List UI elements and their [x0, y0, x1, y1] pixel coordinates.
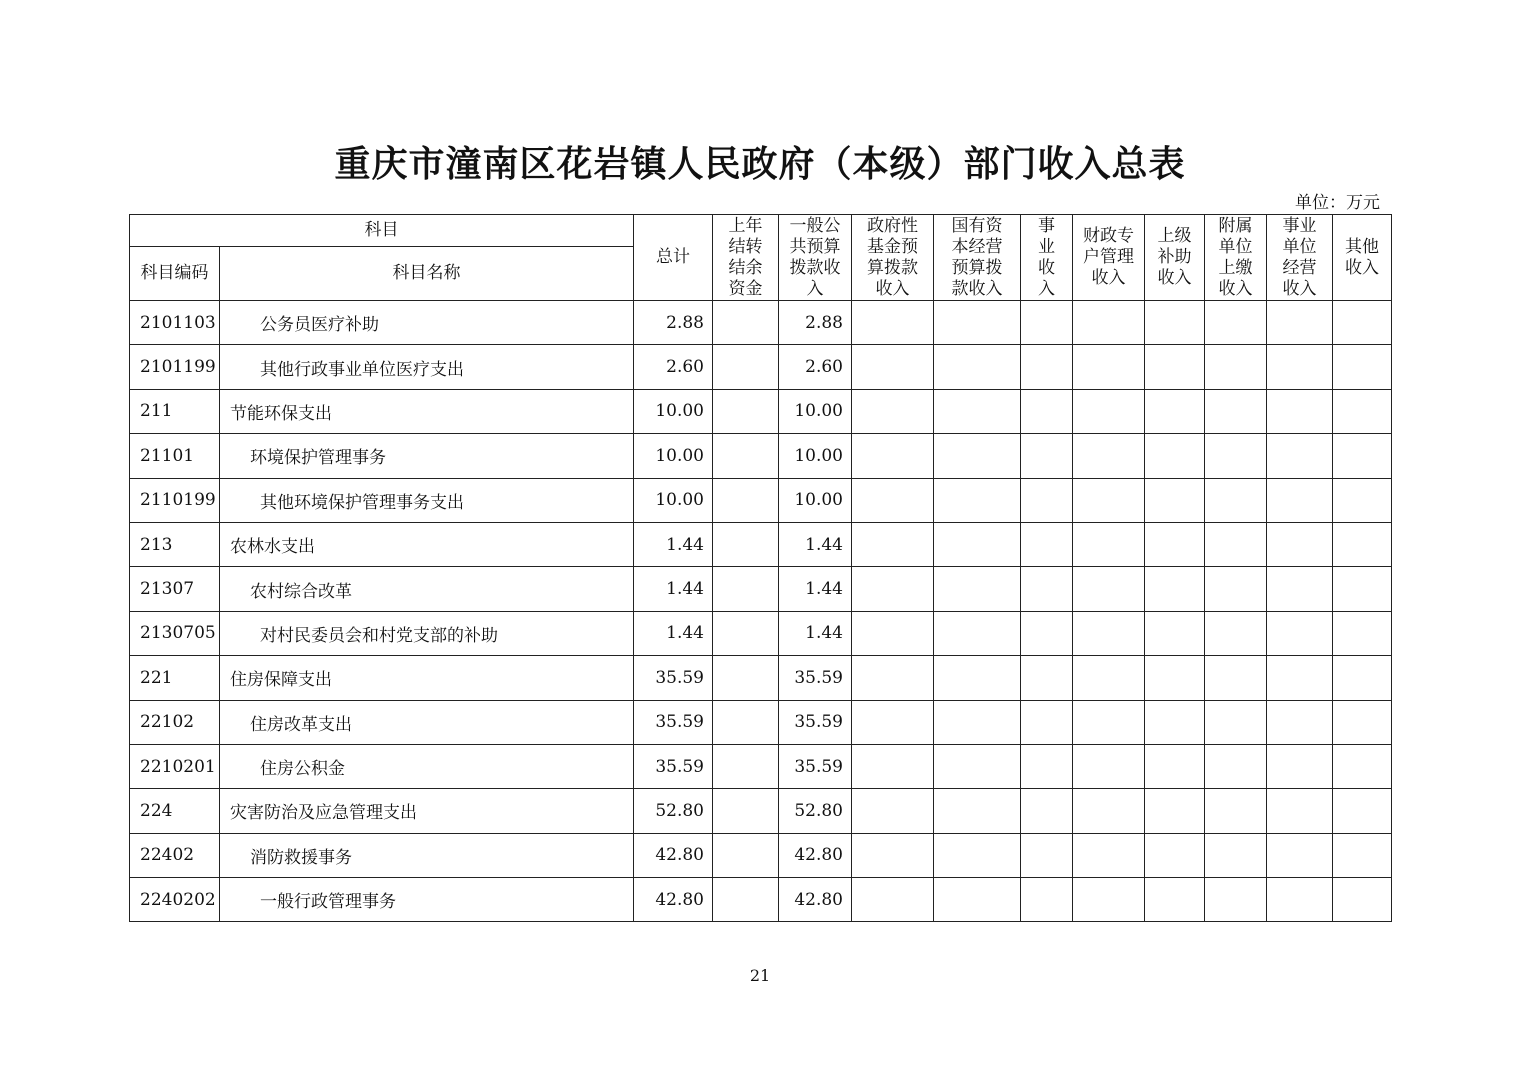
business-income-cell	[1021, 522, 1073, 566]
subject-name-text: 对村民委员会和村党支部的补助	[260, 625, 498, 646]
fiscal-account-header: 财政专 户管理 收入	[1073, 215, 1145, 301]
subject-name-cell	[220, 301, 634, 345]
gov-fund-cell	[852, 434, 934, 478]
affiliated-payment-cell	[1205, 522, 1267, 566]
prev-balance-header: 上年 结转 结余 资金	[713, 215, 779, 301]
prev-balance-cell	[713, 656, 779, 700]
superior-subsidy-cell	[1145, 478, 1205, 522]
affiliated-payment-cell	[1205, 345, 1267, 389]
business-income-cell	[1021, 656, 1073, 700]
subject-name-cell	[220, 878, 634, 922]
affiliated-payment-cell	[1205, 434, 1267, 478]
business-income-cell	[1021, 478, 1073, 522]
subject-name-text: 住房改革支出	[250, 714, 352, 735]
business-operation-cell	[1267, 700, 1333, 744]
affiliated-payment-header: 附属 单位 上缴 收入	[1205, 215, 1267, 301]
general-budget-header: 一般公 共预算 拨款收 入	[779, 215, 852, 301]
subject-code-cell: 224	[130, 789, 220, 833]
subject-name-cell	[220, 345, 634, 389]
affiliated-payment-cell	[1205, 656, 1267, 700]
gov-fund-header: 政府性 基金预 算拨款 收入	[852, 215, 934, 301]
general-budget-cell: 52.80	[779, 789, 852, 833]
table-row	[130, 744, 1392, 788]
prev-balance-cell	[713, 301, 779, 345]
table-row	[130, 522, 1392, 566]
page-title: 重庆市潼南区花岩镇人民政府（本级）部门收入总表	[334, 143, 1186, 185]
subject-code-cell: 22102	[130, 700, 220, 744]
table-row	[130, 833, 1392, 877]
gov-fund-cell	[852, 878, 934, 922]
fiscal-account-cell	[1073, 434, 1145, 478]
business-income-cell	[1021, 789, 1073, 833]
prev-balance-cell	[713, 434, 779, 478]
business-income-cell	[1021, 567, 1073, 611]
business-operation-cell	[1267, 656, 1333, 700]
subject-name-cell	[220, 656, 634, 700]
other-income-header: 其他 收入	[1333, 215, 1392, 301]
fiscal-account-cell	[1073, 744, 1145, 788]
state-capital-cell	[934, 789, 1021, 833]
prev-balance-cell	[713, 478, 779, 522]
state-capital-cell	[934, 567, 1021, 611]
prev-balance-cell	[713, 389, 779, 433]
revenue-table	[129, 214, 1392, 922]
fiscal-account-cell	[1073, 389, 1145, 433]
prev-balance-cell	[713, 878, 779, 922]
state-capital-cell	[934, 345, 1021, 389]
gov-fund-cell	[852, 389, 934, 433]
prev-balance-cell	[713, 700, 779, 744]
affiliated-payment-cell	[1205, 744, 1267, 788]
unit-label: 单位：万元	[1295, 193, 1380, 213]
superior-subsidy-cell	[1145, 700, 1205, 744]
table-row	[130, 345, 1392, 389]
state-capital-cell	[934, 744, 1021, 788]
superior-subsidy-cell	[1145, 611, 1205, 655]
subject-code-header: 科目编码	[130, 247, 220, 301]
general-budget-cell: 42.80	[779, 878, 852, 922]
subject-name-text: 一般行政管理事务	[260, 892, 396, 913]
table-row	[130, 478, 1392, 522]
state-capital-cell	[934, 656, 1021, 700]
gov-fund-cell	[852, 789, 934, 833]
other-income-cell	[1333, 478, 1392, 522]
business-operation-cell	[1267, 434, 1333, 478]
superior-subsidy-cell	[1145, 345, 1205, 389]
subject-name-text: 其他行政事业单位医疗支出	[260, 359, 464, 380]
total-cell: 52.80	[634, 789, 713, 833]
business-operation-header: 事业 单位 经营 收入	[1267, 215, 1333, 301]
table-row	[130, 389, 1392, 433]
subject-name-cell	[220, 833, 634, 877]
fiscal-account-cell	[1073, 522, 1145, 566]
state-capital-cell	[934, 301, 1021, 345]
general-budget-cell: 35.59	[779, 744, 852, 788]
gov-fund-cell	[852, 522, 934, 566]
affiliated-payment-cell	[1205, 567, 1267, 611]
subject-code-cell: 221	[130, 656, 220, 700]
total-cell: 1.44	[634, 567, 713, 611]
fiscal-account-cell	[1073, 567, 1145, 611]
table-row	[130, 567, 1392, 611]
business-income-cell	[1021, 700, 1073, 744]
prev-balance-cell	[713, 567, 779, 611]
state-capital-cell	[934, 478, 1021, 522]
fiscal-account-cell	[1073, 789, 1145, 833]
fiscal-account-cell	[1073, 878, 1145, 922]
total-cell: 42.80	[634, 833, 713, 877]
general-budget-cell: 1.44	[779, 522, 852, 566]
state-capital-cell	[934, 434, 1021, 478]
business-operation-cell	[1267, 878, 1333, 922]
subject-code-cell: 2101103	[130, 301, 220, 345]
superior-subsidy-cell	[1145, 744, 1205, 788]
prev-balance-cell	[713, 522, 779, 566]
other-income-cell	[1333, 567, 1392, 611]
general-budget-cell: 10.00	[779, 478, 852, 522]
subject-code-cell: 2110199	[130, 478, 220, 522]
fiscal-account-cell	[1073, 656, 1145, 700]
subject-code-cell: 2240202	[130, 878, 220, 922]
superior-subsidy-cell	[1145, 389, 1205, 433]
subject-name-cell	[220, 434, 634, 478]
business-operation-cell	[1267, 478, 1333, 522]
subject-name-cell	[220, 522, 634, 566]
general-budget-cell: 35.59	[779, 656, 852, 700]
gov-fund-cell	[852, 700, 934, 744]
business-income-header: 事 业 收 入	[1021, 215, 1073, 301]
gov-fund-cell	[852, 301, 934, 345]
subject-code-cell: 22402	[130, 833, 220, 877]
gov-fund-cell	[852, 833, 934, 877]
subject-name-header: 科目名称	[220, 247, 634, 301]
table-row	[130, 434, 1392, 478]
gov-fund-cell	[852, 345, 934, 389]
business-income-cell	[1021, 389, 1073, 433]
affiliated-payment-cell	[1205, 611, 1267, 655]
other-income-cell	[1333, 611, 1392, 655]
other-income-cell	[1333, 434, 1392, 478]
total-cell: 2.60	[634, 345, 713, 389]
page-number: 21	[749, 966, 771, 985]
business-operation-cell	[1267, 389, 1333, 433]
business-income-cell	[1021, 301, 1073, 345]
subject-name-text: 灾害防治及应急管理支出	[230, 803, 417, 824]
business-income-cell	[1021, 611, 1073, 655]
other-income-cell	[1333, 833, 1392, 877]
table-row	[130, 700, 1392, 744]
subject-group-header: 科目	[130, 215, 634, 247]
business-operation-cell	[1267, 345, 1333, 389]
subject-name-text: 公务员医疗补助	[260, 315, 379, 336]
general-budget-cell: 1.44	[779, 567, 852, 611]
business-operation-cell	[1267, 611, 1333, 655]
prev-balance-cell	[713, 833, 779, 877]
general-budget-cell: 1.44	[779, 611, 852, 655]
other-income-cell	[1333, 744, 1392, 788]
subject-name-text: 农林水支出	[230, 537, 315, 558]
other-income-cell	[1333, 656, 1392, 700]
superior-subsidy-cell	[1145, 878, 1205, 922]
general-budget-cell: 10.00	[779, 434, 852, 478]
other-income-cell	[1333, 389, 1392, 433]
subject-code-cell: 213	[130, 522, 220, 566]
superior-subsidy-cell	[1145, 789, 1205, 833]
subject-name-text: 环境保护管理事务	[250, 448, 386, 469]
state-capital-header: 国有资 本经营 预算拨 款收入	[934, 215, 1021, 301]
affiliated-payment-cell	[1205, 878, 1267, 922]
business-income-cell	[1021, 434, 1073, 478]
total-cell: 1.44	[634, 522, 713, 566]
affiliated-payment-cell	[1205, 700, 1267, 744]
affiliated-payment-cell	[1205, 833, 1267, 877]
subject-code-cell: 2130705	[130, 611, 220, 655]
total-cell: 10.00	[634, 389, 713, 433]
total-cell: 35.59	[634, 700, 713, 744]
subject-name-cell	[220, 789, 634, 833]
other-income-cell	[1333, 878, 1392, 922]
state-capital-cell	[934, 389, 1021, 433]
affiliated-payment-cell	[1205, 789, 1267, 833]
gov-fund-cell	[852, 611, 934, 655]
business-income-cell	[1021, 878, 1073, 922]
fiscal-account-cell	[1073, 700, 1145, 744]
total-cell: 35.59	[634, 656, 713, 700]
general-budget-cell: 42.80	[779, 833, 852, 877]
table-row	[130, 656, 1392, 700]
business-operation-cell	[1267, 789, 1333, 833]
table-row	[130, 301, 1392, 345]
subject-name-text: 节能环保支出	[230, 403, 332, 424]
subject-code-cell: 2101199	[130, 345, 220, 389]
state-capital-cell	[934, 522, 1021, 566]
general-budget-cell: 35.59	[779, 700, 852, 744]
gov-fund-cell	[852, 567, 934, 611]
business-income-cell	[1021, 833, 1073, 877]
superior-subsidy-cell	[1145, 434, 1205, 478]
business-income-cell	[1021, 744, 1073, 788]
subject-name-text: 住房保障支出	[230, 670, 332, 691]
table-row	[130, 611, 1392, 655]
subject-code-cell: 21101	[130, 434, 220, 478]
prev-balance-cell	[713, 744, 779, 788]
subject-name-cell	[220, 567, 634, 611]
prev-balance-cell	[713, 611, 779, 655]
fiscal-account-cell	[1073, 345, 1145, 389]
subject-name-cell	[220, 611, 634, 655]
affiliated-payment-cell	[1205, 389, 1267, 433]
total-cell: 42.80	[634, 878, 713, 922]
fiscal-account-cell	[1073, 301, 1145, 345]
subject-name-text: 消防救援事务	[250, 847, 352, 868]
subject-name-cell	[220, 389, 634, 433]
other-income-cell	[1333, 522, 1392, 566]
gov-fund-cell	[852, 744, 934, 788]
total-cell: 10.00	[634, 434, 713, 478]
fiscal-account-cell	[1073, 833, 1145, 877]
superior-subsidy-cell	[1145, 567, 1205, 611]
superior-subsidy-cell	[1145, 656, 1205, 700]
subject-name-cell	[220, 744, 634, 788]
state-capital-cell	[934, 700, 1021, 744]
business-operation-cell	[1267, 744, 1333, 788]
other-income-cell	[1333, 345, 1392, 389]
total-header: 总计	[634, 215, 713, 301]
superior-subsidy-cell	[1145, 301, 1205, 345]
table-row	[130, 878, 1392, 922]
business-operation-cell	[1267, 301, 1333, 345]
subject-code-cell: 2210201	[130, 744, 220, 788]
gov-fund-cell	[852, 478, 934, 522]
subject-name-text: 其他环境保护管理事务支出	[260, 492, 464, 513]
business-operation-cell	[1267, 522, 1333, 566]
fiscal-account-cell	[1073, 611, 1145, 655]
subject-name-text: 住房公积金	[260, 759, 345, 780]
table-row	[130, 789, 1392, 833]
superior-subsidy-cell	[1145, 833, 1205, 877]
total-cell: 2.88	[634, 301, 713, 345]
subject-code-cell: 21307	[130, 567, 220, 611]
subject-name-cell	[220, 700, 634, 744]
affiliated-payment-cell	[1205, 301, 1267, 345]
table-header	[130, 215, 1392, 301]
state-capital-cell	[934, 878, 1021, 922]
affiliated-payment-cell	[1205, 478, 1267, 522]
gov-fund-cell	[852, 656, 934, 700]
general-budget-cell: 2.88	[779, 301, 852, 345]
superior-subsidy-cell	[1145, 522, 1205, 566]
state-capital-cell	[934, 611, 1021, 655]
general-budget-cell: 2.60	[779, 345, 852, 389]
subject-name-cell	[220, 478, 634, 522]
other-income-cell	[1333, 301, 1392, 345]
subject-code-cell: 211	[130, 389, 220, 433]
prev-balance-cell	[713, 345, 779, 389]
fiscal-account-cell	[1073, 478, 1145, 522]
total-cell: 35.59	[634, 744, 713, 788]
state-capital-cell	[934, 833, 1021, 877]
total-cell: 10.00	[634, 478, 713, 522]
other-income-cell	[1333, 700, 1392, 744]
prev-balance-cell	[713, 789, 779, 833]
other-income-cell	[1333, 789, 1392, 833]
subject-name-text: 农村综合改革	[250, 581, 352, 602]
business-operation-cell	[1267, 567, 1333, 611]
superior-subsidy-header: 上级 补助 收入	[1145, 215, 1205, 301]
table-body	[130, 301, 1392, 922]
general-budget-cell: 10.00	[779, 389, 852, 433]
business-operation-cell	[1267, 833, 1333, 877]
business-income-cell	[1021, 345, 1073, 389]
total-cell: 1.44	[634, 611, 713, 655]
